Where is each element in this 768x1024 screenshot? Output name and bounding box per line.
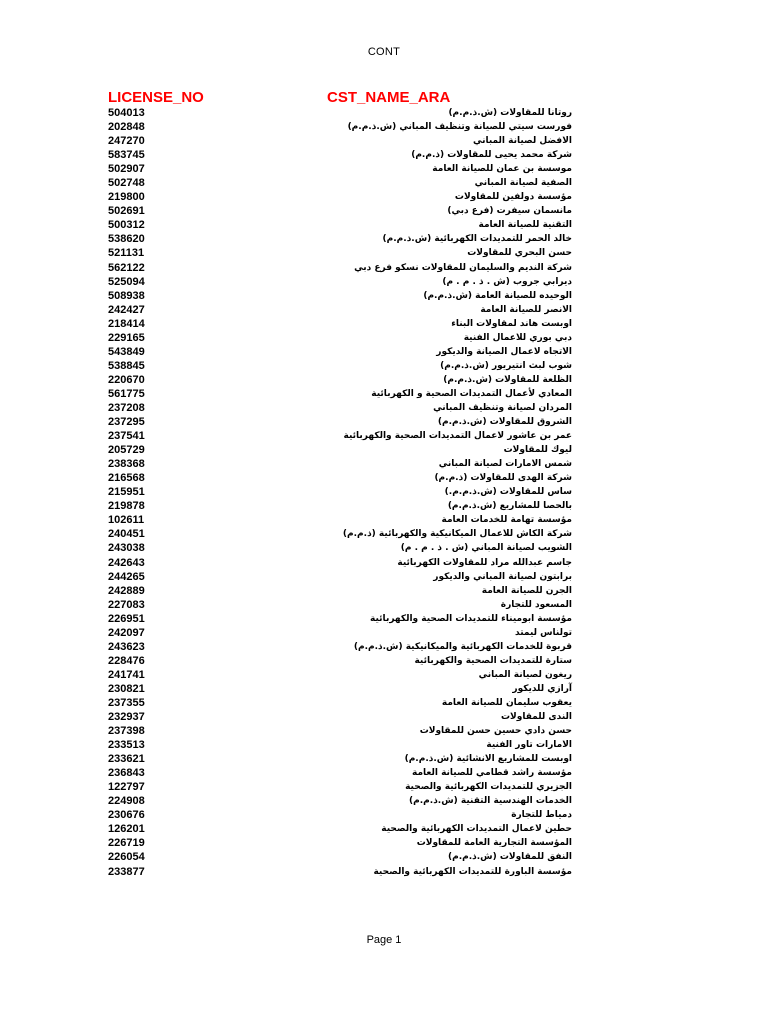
table-row [0, 626, 768, 640]
customer-name-cell: جاسم عبدالله مراد للمقاولات الكهربائية [397, 557, 572, 568]
license-number-cell: 521131 [108, 247, 145, 260]
customer-name-cell: المردان لصيانة وتنظيف المباني [433, 402, 572, 413]
customer-name-cell: آرازي للديكور [512, 683, 572, 694]
table-row [0, 794, 768, 808]
table-row [0, 218, 768, 232]
license-number-cell: 502907 [108, 163, 145, 176]
license-number-cell: 219878 [108, 500, 145, 513]
customer-name-cell: مؤسسة راشد قطامي للصيانة العامة [411, 768, 572, 779]
table-row [0, 289, 768, 303]
license-number-cell: 242097 [108, 626, 145, 639]
table-row [0, 485, 768, 499]
table-row [0, 387, 768, 401]
license-number-cell: 502748 [108, 177, 145, 190]
license-number-cell: 500312 [108, 219, 145, 232]
customer-name-cell: الوحيده للصيانة العامة (ش.ذ.م.م) [423, 290, 572, 301]
customer-name-cell: حسن دادي حسين حسن للمقاولات [419, 726, 572, 737]
license-number-cell: 202848 [108, 121, 145, 134]
license-number-cell: 230676 [108, 809, 145, 822]
table-row [0, 570, 768, 584]
customer-name-cell: دبي بوري للاعمال الفنية [463, 332, 572, 343]
license-number-cell: 243038 [108, 542, 145, 555]
table-row [0, 513, 768, 527]
customer-name-cell: فورست سيتي للصيانة وتنظيف المباني (ش.ذ.م.م) [347, 122, 572, 133]
table-row [0, 766, 768, 780]
customer-name-cell: بالحصا للمشاريع (ش.ذ.م.م) [447, 501, 572, 512]
customer-name-cell: الجرن للصيانة العامة [481, 585, 572, 596]
page-number: Page 1 [366, 934, 402, 946]
table-row [0, 345, 768, 359]
customer-name-cell: مؤسسة ابوميناء للتمديدات الصحية والكهربائية [370, 613, 572, 624]
license-number-cell: 230821 [108, 682, 145, 695]
customer-name-cell: شركة الهدى للمقاولات (ذ.م.م) [434, 473, 572, 484]
license-number-cell: 226719 [108, 837, 145, 850]
license-number-cell: 525094 [108, 275, 145, 288]
license-number-cell: 226951 [108, 612, 145, 625]
customer-name-cell: ساس للمقاولات (ش.ذ.م.م.) [444, 487, 572, 498]
customer-name-cell: قربوة للخدمات الكهربائية والميكانيكية (ش.ذ.م.م) [353, 641, 572, 652]
license-number-cell: 229165 [108, 331, 145, 344]
customer-name-cell: ليوك للمقاولات [503, 445, 572, 456]
license-number-cell: 226054 [108, 851, 145, 864]
table-row [0, 106, 768, 120]
table-row [0, 246, 768, 260]
license-number-cell: 238368 [108, 458, 145, 471]
customer-name-cell: اوبست للمشاريع الانشائية (ش.ذ.م.م) [404, 754, 572, 765]
table-row [0, 261, 768, 275]
customer-name-cell: الشويب لصيانة المباني (ش . ذ . م . م) [400, 543, 572, 554]
table-row [0, 359, 768, 373]
table-row [0, 752, 768, 766]
table-row [0, 724, 768, 738]
document-title: CONT [367, 46, 401, 58]
column-header-customer-name-arabic: CST_NAME_ARA [327, 89, 451, 106]
license-number-cell: 237208 [108, 401, 145, 414]
license-number-cell: 237541 [108, 430, 145, 443]
table-row [0, 865, 768, 879]
license-number-cell: 218414 [108, 317, 145, 330]
table-row [0, 415, 768, 429]
customer-name-cell: حسن البحري للمقاولات [467, 248, 572, 259]
license-number-cell: 508938 [108, 289, 145, 302]
column-header-license-no: LICENSE_NO [108, 89, 204, 106]
customer-name-cell: ريغون لصيانة المباني [478, 669, 572, 680]
license-number-cell: 502691 [108, 205, 145, 218]
customer-name-cell: خالد الحمر للتمديدات الكهربائية (ش.ذ.م.م) [382, 234, 572, 245]
customer-name-cell: مؤسسة الباورة للتمديدات الكهربائية والصحية [373, 866, 572, 877]
table-row [0, 429, 768, 443]
table-row [0, 654, 768, 668]
license-number-cell: 561775 [108, 387, 145, 400]
table-row [0, 134, 768, 148]
license-number-cell: 241741 [108, 668, 145, 681]
customer-name-cell: ديرابي جروب (ش . ذ . م . م) [442, 276, 572, 287]
customer-name-cell: الاتجاه لاعمال الصيانة والديكور [436, 346, 572, 357]
customer-name-cell: الصفية لصيانة المباني [474, 178, 572, 189]
customer-name-cell: شركة الكاش للاعمال الميكانيكية والكهربائية (ذ.م.م) [342, 529, 572, 540]
table-row [0, 499, 768, 513]
customer-name-cell: الانصر للصيانة العامة [480, 304, 572, 315]
customer-name-cell: عمر بن عاشور لاعمال التمديدات الصحية والكهربائية [343, 431, 572, 442]
license-number-cell: 237355 [108, 696, 145, 709]
customer-name-cell: التقنية للصيانة العامة [478, 220, 572, 231]
table-row [0, 190, 768, 204]
table-row [0, 401, 768, 415]
license-number-cell: 215951 [108, 486, 145, 499]
customer-name-cell: شمس الامارات لصيانة المباني [438, 459, 572, 470]
license-number-cell: 562122 [108, 261, 145, 274]
customer-name-cell: شوب لبث انتيريور (ش.ذ.م.م) [440, 360, 572, 371]
customer-name-cell: شركة النديم والسليمان للمقاولات نسكو فرع دبي [354, 262, 572, 273]
customer-name-cell: الخدمات الهندسية التقنية (ش.ذ.م.م) [409, 796, 572, 807]
license-number-cell: 538845 [108, 359, 145, 372]
license-number-cell: 240451 [108, 528, 145, 541]
license-number-cell: 247270 [108, 135, 145, 148]
customer-name-cell: المسعود للتجارة [500, 599, 572, 610]
table-row [0, 696, 768, 710]
customer-name-cell: مؤسسة دولفين للمقاولات [454, 192, 572, 203]
license-number-cell: 236843 [108, 767, 145, 780]
license-number-cell: 504013 [108, 107, 145, 119]
license-number-cell: 227083 [108, 598, 145, 611]
license-number-cell: 233621 [108, 753, 145, 766]
license-number-cell: 242643 [108, 556, 145, 569]
license-number-cell: 224908 [108, 795, 145, 808]
customer-name-cell: الندى للمقاولات [500, 712, 572, 723]
table-row [0, 556, 768, 570]
customer-name-cell: النفق للمقاولات (ش.ذ.م.م) [448, 852, 572, 863]
table-row [0, 232, 768, 246]
customer-name-cell: موسسة بن عمان للصيانة العامة [432, 164, 572, 175]
license-number-cell: 538620 [108, 233, 145, 246]
table-row [0, 443, 768, 457]
customer-name-cell: المعادي لأعمال التمديدات الصحية و الكهربائية [371, 388, 572, 399]
table-row [0, 204, 768, 218]
table-row [0, 541, 768, 555]
table-row [0, 668, 768, 682]
license-table [0, 106, 768, 879]
table-row [0, 120, 768, 134]
license-number-cell: 242889 [108, 584, 145, 597]
license-number-cell: 543849 [108, 345, 145, 358]
table-row [0, 738, 768, 752]
license-number-cell: 122797 [108, 781, 145, 794]
customer-name-cell: دمياط للتجارة [511, 810, 572, 821]
table-row [0, 471, 768, 485]
license-number-cell: 232937 [108, 711, 145, 724]
license-number-cell: 243623 [108, 640, 145, 653]
table-row [0, 457, 768, 471]
table-row [0, 303, 768, 317]
customer-name-cell: حطين لاعمال التمديدات الكهربائية والصحية [381, 824, 572, 835]
license-number-cell: 216568 [108, 472, 145, 485]
table-row [0, 331, 768, 345]
license-number-cell: 102611 [108, 514, 145, 527]
table-row [0, 162, 768, 176]
license-number-cell: 237295 [108, 416, 145, 429]
customer-name-cell: روتانا للمقاولات (ش.ذ.م.م) [448, 108, 572, 118]
customer-name-cell: ستارة للتمديدات الصحية والكهربائية [414, 655, 572, 666]
license-number-cell: 242427 [108, 303, 145, 316]
license-number-cell: 220670 [108, 373, 145, 386]
customer-name-cell: مؤسسة تهامة للخدمات العامة [441, 515, 572, 526]
license-number-cell: 244265 [108, 570, 145, 583]
table-row [0, 275, 768, 289]
customer-name-cell: اوبست هاند لمقاولات البناء [451, 318, 572, 329]
license-number-cell: 237398 [108, 725, 145, 738]
license-number-cell: 233513 [108, 739, 145, 752]
table-row [0, 612, 768, 626]
customer-name-cell: الظلعة للمقاولات (ش.ذ.م.م) [443, 374, 572, 385]
table-row [0, 148, 768, 162]
customer-name-cell: الافضل لصيانة المباني [472, 136, 572, 147]
table-row [0, 176, 768, 190]
license-number-cell: 233877 [108, 865, 145, 878]
customer-name-cell: مانسمان سيفرت (فرع دبي) [447, 206, 572, 217]
table-row [0, 850, 768, 864]
table-row [0, 598, 768, 612]
license-number-cell: 219800 [108, 191, 145, 204]
table-row [0, 710, 768, 724]
customer-name-cell: الشروق للمقاولات (ش.ذ.م.م) [437, 417, 572, 428]
license-number-cell: 228476 [108, 654, 145, 667]
table-row [0, 527, 768, 541]
table-row [0, 682, 768, 696]
customer-name-cell: برابتون لصيانة المباني والديكور [433, 571, 572, 582]
table-row [0, 808, 768, 822]
license-number-cell: 126201 [108, 823, 145, 836]
table-row [0, 822, 768, 836]
customer-name-cell: يعقوب سليمان للصيانة العامة [441, 697, 572, 708]
customer-name-cell: شركة محمد يحيى للمقاولات (ذ.م.م) [411, 150, 572, 161]
table-row [0, 317, 768, 331]
table-row [0, 373, 768, 387]
customer-name-cell: الامارات تاور الفنية [486, 740, 572, 751]
table-row [0, 780, 768, 794]
table-row [0, 640, 768, 654]
license-number-cell: 205729 [108, 444, 145, 457]
customer-name-cell: الجزيري للتمديدات الكهربائية والصحية [405, 782, 572, 793]
table-row [0, 836, 768, 850]
customer-name-cell: المؤسسة التجارية العامة للمقاولات [416, 838, 572, 849]
customer-name-cell: تولناس ليمتد [515, 627, 572, 638]
license-number-cell: 583745 [108, 149, 145, 162]
table-row [0, 584, 768, 598]
